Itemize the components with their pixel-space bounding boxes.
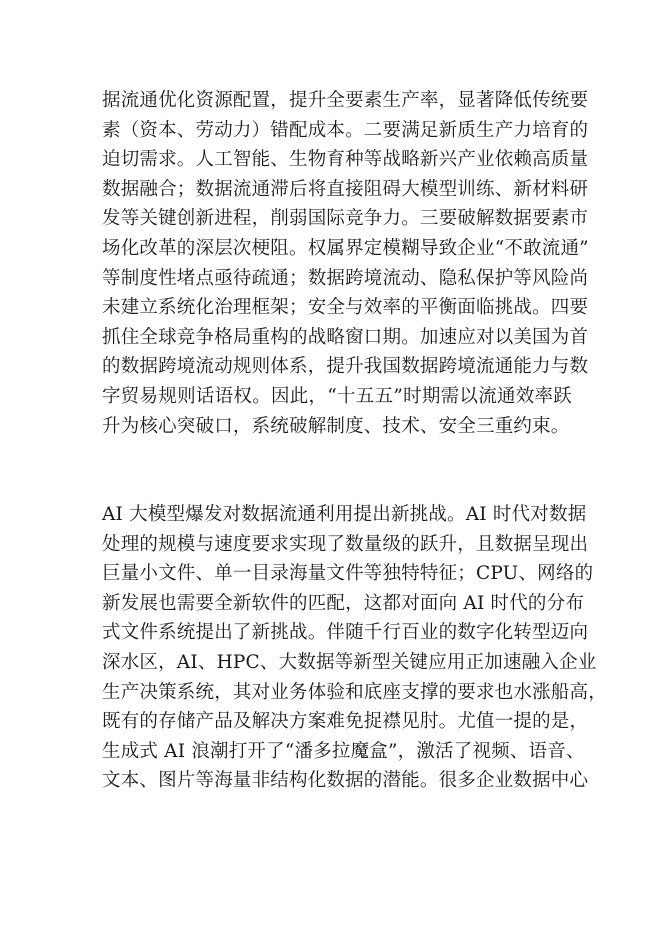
paragraph-line: 的数据跨境流动规则体系，提升我国数据跨境流通能力与数 [102,356,589,378]
paragraph-line: 字贸易规则话语权。因此，“十五五”时期需以流通效率跃 [102,385,572,407]
paragraph-line: 生成式 AI 浪潮打开了“潘多拉魔盒”，激活了视频、语音、 [102,740,585,762]
paragraph-line: 素（资本、劳动力）错配成本。二要满足新质生产力培育的 [102,119,589,141]
paragraph-line: AI 大模型爆发对数据流通利用提出新挑战。AI 时代对数据 [102,504,587,525]
paragraph-line: 式文件系统提出了新挑战。伴随千行百业的数字化转型迈向 [102,622,589,644]
paragraph-line: 升为核心突破口，系统破解制度、技术、安全三重约束。 [102,415,570,437]
paragraph-line: 既有的存储产品及解决方案难免捉襟见肘。尤值一提的是， [102,711,589,733]
paragraph-line: 等制度性堵点亟待疏通；数据跨境流动、隐私保护等风险尚 [102,267,589,289]
paragraph-line: 处理的规模与速度要求实现了数量级的跃升，且数据呈现出 [102,533,589,555]
paragraph-line: 迫切需求。人工智能、生物育种等战略新兴产业依赖高质量 [102,149,589,171]
paragraph-line: 场化改革的深层次梗阻。权属界定模糊导致企业“不敢流通” [102,237,589,259]
paragraph-line: 未建立系统化治理框架；安全与效率的平衡面临挑战。四要 [102,297,589,319]
paragraph-line: 生产决策系统，其对业务体验和底座支撑的要求也水涨船高， [102,681,607,703]
paragraph-2 [102,500,607,796]
paragraph-line: 发等关键创新进程，削弱国际竞争力。三要破解数据要素市 [102,208,589,230]
paragraph-line: 数据融合；数据流通滞后将直接阻碍大模型训练、新材料研 [102,178,589,200]
paragraph-line: 抓住全球竞争格局重构的战略窗口期。加速应对以美国为首 [102,326,589,348]
paragraph-1 [102,86,589,441]
paragraph-line: 巨量小文件、单一目录海量文件等独特特征；CPU、网络的 [102,563,594,585]
paragraph-line: 据流通优化资源配置，提升全要素生产率，显著降低传统要 [102,90,589,111]
paragraph-line: 深水区，AI、HPC、大数据等新型关键应用正加速融入企业 [102,651,597,673]
paragraph-line: 文本、图片等海量非结构化数据的潜能。很多企业数据中心 [102,770,589,792]
paragraph-line: 新发展也需要全新软件的匹配，这都对面向 AI 时代的分布 [102,592,585,614]
